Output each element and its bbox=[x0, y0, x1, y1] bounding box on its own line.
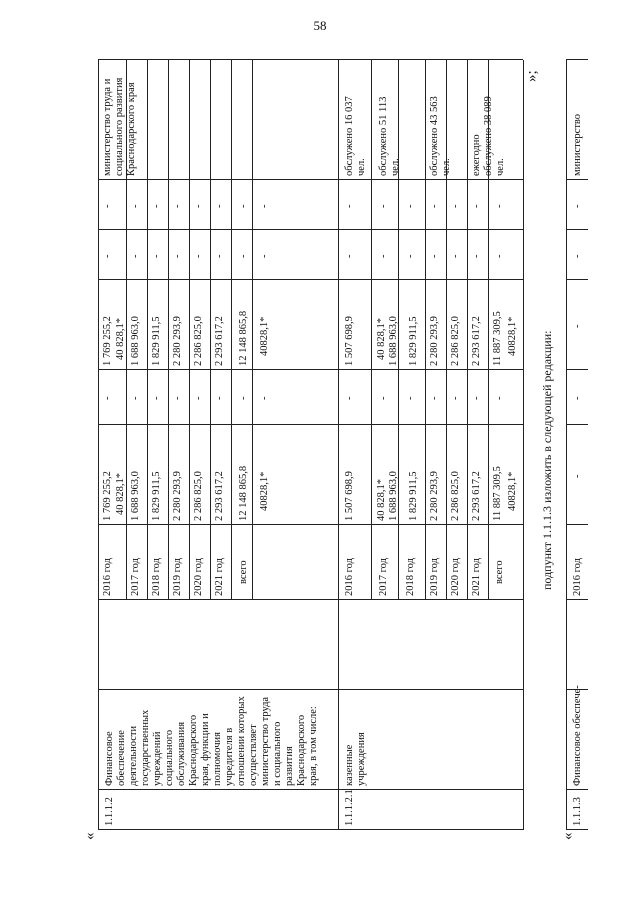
year-cell: 2020 год bbox=[450, 558, 461, 596]
extra-cell: - bbox=[151, 204, 162, 208]
local-cell: - bbox=[238, 254, 249, 258]
extra-cell: - bbox=[429, 204, 440, 208]
rotated-landscape-page bbox=[82, 50, 588, 840]
local-cell: - bbox=[259, 254, 270, 258]
fed-cell: - bbox=[259, 396, 270, 400]
extra-cell: - bbox=[130, 204, 141, 208]
result-cell: обслужено 43 563 чел. bbox=[429, 96, 452, 176]
year-cell: 2016 год bbox=[572, 558, 583, 596]
year-cell: 2016 год bbox=[102, 558, 113, 596]
fed-cell: - bbox=[471, 396, 482, 400]
year-cell: 2018 год bbox=[405, 558, 416, 596]
regional-cell: 2 280 293,9 bbox=[172, 316, 183, 366]
regional-cell: 1 688 963,0 bbox=[130, 316, 141, 366]
regional-cell: 2 286 825,0 bbox=[193, 316, 204, 366]
fed-cell: - bbox=[172, 396, 183, 400]
fed-cell: - bbox=[344, 396, 355, 400]
regional-cell: 2 293 617,2 bbox=[471, 316, 482, 366]
total-cell: 1 688 963,0 bbox=[388, 471, 399, 521]
regional-cell: 40 828,1* bbox=[115, 318, 126, 360]
local-cell: - bbox=[102, 254, 113, 258]
year-cell: 2018 год bbox=[151, 558, 162, 596]
year-cell: 2020 год bbox=[193, 558, 204, 596]
result-cell: обслужено 51 113 чел. bbox=[378, 96, 401, 176]
total-cell: 1 507 698,9 bbox=[344, 471, 355, 521]
regional-cell: 1 507 698,9 bbox=[344, 316, 355, 366]
executor-cell: министерство bbox=[572, 113, 583, 176]
local-cell: - bbox=[214, 254, 225, 258]
fed-cell: - bbox=[214, 396, 225, 400]
fed-cell: - bbox=[378, 396, 389, 400]
local-cell: - bbox=[405, 254, 416, 258]
extra-cell: - bbox=[214, 204, 225, 208]
regional-cell: 40828,1* bbox=[259, 316, 270, 356]
regional-cell: 2 280 293,9 bbox=[429, 316, 440, 366]
total-cell: 2 293 617,2 bbox=[471, 471, 482, 521]
total-cell: 1 829 911,5 bbox=[151, 471, 162, 521]
local-cell: - bbox=[193, 254, 204, 258]
page-number: 58 bbox=[313, 18, 327, 33]
extra-cell: - bbox=[193, 204, 204, 208]
item-description: Финансовое обеспечение деятельности государственных учреждений социального обслуживания Краснодарского края, функции и полномочия учредителя в отношении которых осуществляет министерство труда и социального развития Краснодарского края, в том числе: bbox=[104, 696, 319, 786]
fed-cell: - bbox=[494, 396, 505, 400]
item-description: казенные учреждения bbox=[344, 732, 367, 786]
fed-cell: - bbox=[405, 396, 416, 400]
regional-cell: 11 887 309,5 bbox=[492, 311, 503, 366]
dash-cell: - bbox=[572, 324, 583, 328]
extra-cell: - bbox=[259, 204, 270, 208]
year-cell: 2017 год bbox=[378, 558, 389, 596]
dash-cell: - bbox=[572, 396, 583, 400]
regional-cell: 12 148 865,8 bbox=[238, 310, 249, 366]
total-cell: 40828,1* bbox=[507, 471, 518, 511]
instruction-paragraph: подпункт 1.1.1.3 изложить в следующей редакции: bbox=[540, 330, 554, 590]
local-cell: - bbox=[471, 254, 482, 258]
year-cell: всего bbox=[494, 560, 505, 584]
year-cell: всего bbox=[238, 560, 249, 584]
local-cell: - bbox=[378, 254, 389, 258]
opening-quote: « bbox=[82, 832, 98, 840]
table-border-top bbox=[98, 60, 99, 830]
total-cell: 40828,1* bbox=[259, 471, 270, 511]
result-cell: обслужено 16 037 чел. bbox=[344, 96, 367, 176]
extra-cell: - bbox=[238, 204, 249, 208]
extra-cell: - bbox=[405, 204, 416, 208]
dash-cell: - bbox=[572, 254, 583, 258]
total-cell: 2 286 825,0 bbox=[450, 471, 461, 521]
total-cell: 1 769 255,2 bbox=[102, 471, 113, 521]
total-cell: 40 828,1* bbox=[115, 473, 126, 515]
local-cell: - bbox=[151, 254, 162, 258]
total-cell: 2 293 617,2 bbox=[214, 471, 225, 521]
year-cell: 2021 год bbox=[214, 558, 225, 596]
total-cell: 2 280 293,9 bbox=[429, 471, 440, 521]
row-divider bbox=[338, 60, 339, 830]
year-cell: 2016 год bbox=[344, 558, 355, 596]
table-border-bottom bbox=[523, 60, 524, 830]
year-cell: 2019 год bbox=[172, 558, 183, 596]
year-cell: 2017 год bbox=[130, 558, 141, 596]
total-cell: 40 828,1* bbox=[376, 479, 387, 521]
extra-cell: - bbox=[494, 204, 505, 208]
item-number: 1.1.1.2.1 bbox=[344, 789, 355, 826]
regional-cell: 1 829 911,5 bbox=[408, 316, 419, 366]
fed-cell: - bbox=[429, 396, 440, 400]
fed-cell: - bbox=[193, 396, 204, 400]
local-cell: - bbox=[494, 254, 505, 258]
result-cell: ежегодно обслужено 38 089 чел. bbox=[471, 96, 506, 176]
executor-cell: министерство труда и социального развития Краснодарского края bbox=[102, 77, 137, 176]
year-cell: 2021 год bbox=[471, 558, 482, 596]
regional-cell: 2 293 617,2 bbox=[214, 316, 225, 366]
fed-cell: - bbox=[238, 396, 249, 400]
total-cell: 12 148 865,8 bbox=[238, 465, 249, 521]
local-cell: - bbox=[344, 254, 355, 258]
fed-cell: - bbox=[450, 396, 461, 400]
closing-quote: »; bbox=[524, 70, 540, 82]
fed-cell: - bbox=[102, 396, 113, 400]
regional-cell: 1 688 963,0 bbox=[388, 316, 399, 366]
item-number: 1.1.1.3 bbox=[572, 797, 583, 826]
regional-cell: 40828,1* bbox=[507, 316, 518, 356]
total-cell: 2 280 293,9 bbox=[172, 471, 183, 521]
dash-cell: - bbox=[572, 204, 583, 208]
regional-cell: 40 828,1* bbox=[376, 318, 387, 360]
regional-cell: 2 286 825,0 bbox=[450, 316, 461, 366]
year-cell: 2019 год bbox=[429, 558, 440, 596]
extra-cell: - bbox=[344, 204, 355, 208]
local-cell: - bbox=[429, 254, 440, 258]
item-description: Финансовое обеспече- bbox=[572, 685, 583, 786]
extra-cell: - bbox=[471, 204, 482, 208]
extra-cell: - bbox=[172, 204, 183, 208]
regional-cell: 1 829 911,5 bbox=[151, 316, 162, 366]
extra-cell: - bbox=[102, 204, 113, 208]
local-cell: - bbox=[172, 254, 183, 258]
extra-cell: - bbox=[450, 204, 461, 208]
item-number: 1.1.1.2 bbox=[104, 797, 115, 826]
dash-cell: - bbox=[572, 474, 583, 478]
local-cell: - bbox=[450, 254, 461, 258]
regional-cell: 1 769 255,2 bbox=[102, 316, 113, 366]
opening-quote: « bbox=[560, 832, 576, 840]
local-cell: - bbox=[130, 254, 141, 258]
total-cell: 11 887 309,5 bbox=[492, 466, 503, 521]
total-cell: 2 286 825,0 bbox=[193, 471, 204, 521]
extra-cell: - bbox=[378, 204, 389, 208]
fed-cell: - bbox=[151, 396, 162, 400]
total-cell: 1 829 911,5 bbox=[408, 471, 419, 521]
fed-cell: - bbox=[130, 396, 141, 400]
total-cell: 1 688 963,0 bbox=[130, 471, 141, 521]
